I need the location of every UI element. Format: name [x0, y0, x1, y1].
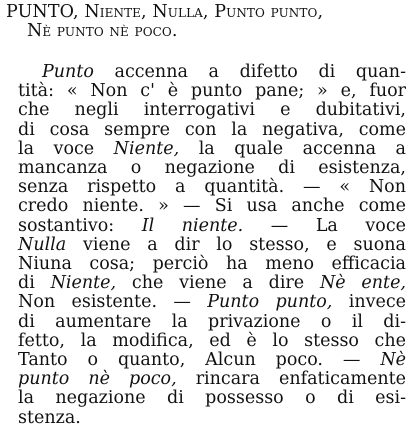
italic-term: Il niente. [141, 215, 244, 236]
heading-separator: , [317, 2, 324, 22]
body-text: senza rispetto a quantità. — « Non [18, 177, 406, 198]
heading-separator: , [141, 2, 153, 22]
body-text: fetto, la modifica, ed è lo stesso che [18, 330, 406, 351]
body-text: che negli interrogativi e dubitativi, [18, 100, 406, 121]
body-text: di aumentare la privazione o il di- [18, 311, 406, 332]
body-line [18, 370, 406, 389]
body-line [18, 236, 406, 255]
headword-punto-punto: Punto punto [214, 2, 318, 22]
italic-term: Nè [380, 350, 406, 371]
body-line [18, 293, 406, 312]
body-text: la quale accenna a [179, 138, 406, 159]
headword-ne-punto-ne-poco: Nè punto nè poco [27, 21, 172, 41]
italic-term: Niente, [113, 138, 180, 159]
heading-period: . [171, 21, 178, 41]
body-line [18, 197, 406, 216]
body-text: Tanto o quanto, Alcun poco. — [18, 350, 381, 371]
heading-line-1 [6, 3, 406, 22]
headword-nulla: Nulla [152, 2, 203, 22]
body-line [18, 159, 406, 178]
italic-term: Nulla [18, 234, 67, 255]
body-text: di [18, 273, 51, 294]
body-text: la negazione di possesso o di esi- [18, 388, 406, 409]
body-text: tità: « Non c' è punto pane; » e, fuor [18, 81, 406, 102]
body-line [18, 409, 406, 428]
body-text: rincara enfaticamente [176, 369, 407, 390]
body-line [18, 255, 406, 274]
entry-body [18, 63, 406, 428]
body-text: di cosa sempre con la negativa, come [18, 119, 406, 140]
body-text: invece [332, 292, 406, 313]
body-text: mancanza o negazione di esistenza, [18, 158, 406, 179]
body-line [18, 351, 406, 370]
body-line [18, 274, 406, 293]
body-text: viene a dir lo stesso, e suona [66, 234, 406, 255]
body-line [18, 313, 406, 332]
heading-line-2 [6, 22, 406, 41]
body-line [18, 63, 406, 82]
headword-niente: Niente [84, 2, 142, 22]
body-text: credo niente. » — Si usa anche come [18, 196, 406, 217]
body-text: sostantivo: [18, 215, 142, 236]
body-text: stenza. [18, 407, 81, 428]
body-text: Niuna cosa; perciò ha meno efficacia [18, 254, 406, 275]
italic-term: punto nè poco, [18, 369, 177, 390]
body-line [18, 82, 406, 101]
body-text: che viene a dire [116, 273, 320, 294]
body-line [18, 332, 406, 351]
body-line [18, 217, 406, 236]
entry-heading [6, 3, 406, 41]
body-line [18, 101, 406, 120]
heading-separator: , [202, 2, 215, 22]
body-text: la voce [18, 138, 114, 159]
body-text: Non esistente. — [18, 292, 208, 313]
body-line [18, 140, 406, 159]
italic-term: Nè ente, [319, 273, 406, 294]
body-text: accenna a difetto di quan- [93, 62, 406, 82]
italic-term: Niente, [50, 273, 117, 294]
italic-term: Punto punto, [207, 292, 333, 313]
body-line [18, 389, 406, 408]
body-line [18, 178, 406, 197]
headword-punto: PUNTO, [6, 2, 85, 22]
body-line [18, 121, 406, 140]
italic-term: Punto [42, 62, 94, 82]
body-text: — La voce [243, 215, 406, 236]
